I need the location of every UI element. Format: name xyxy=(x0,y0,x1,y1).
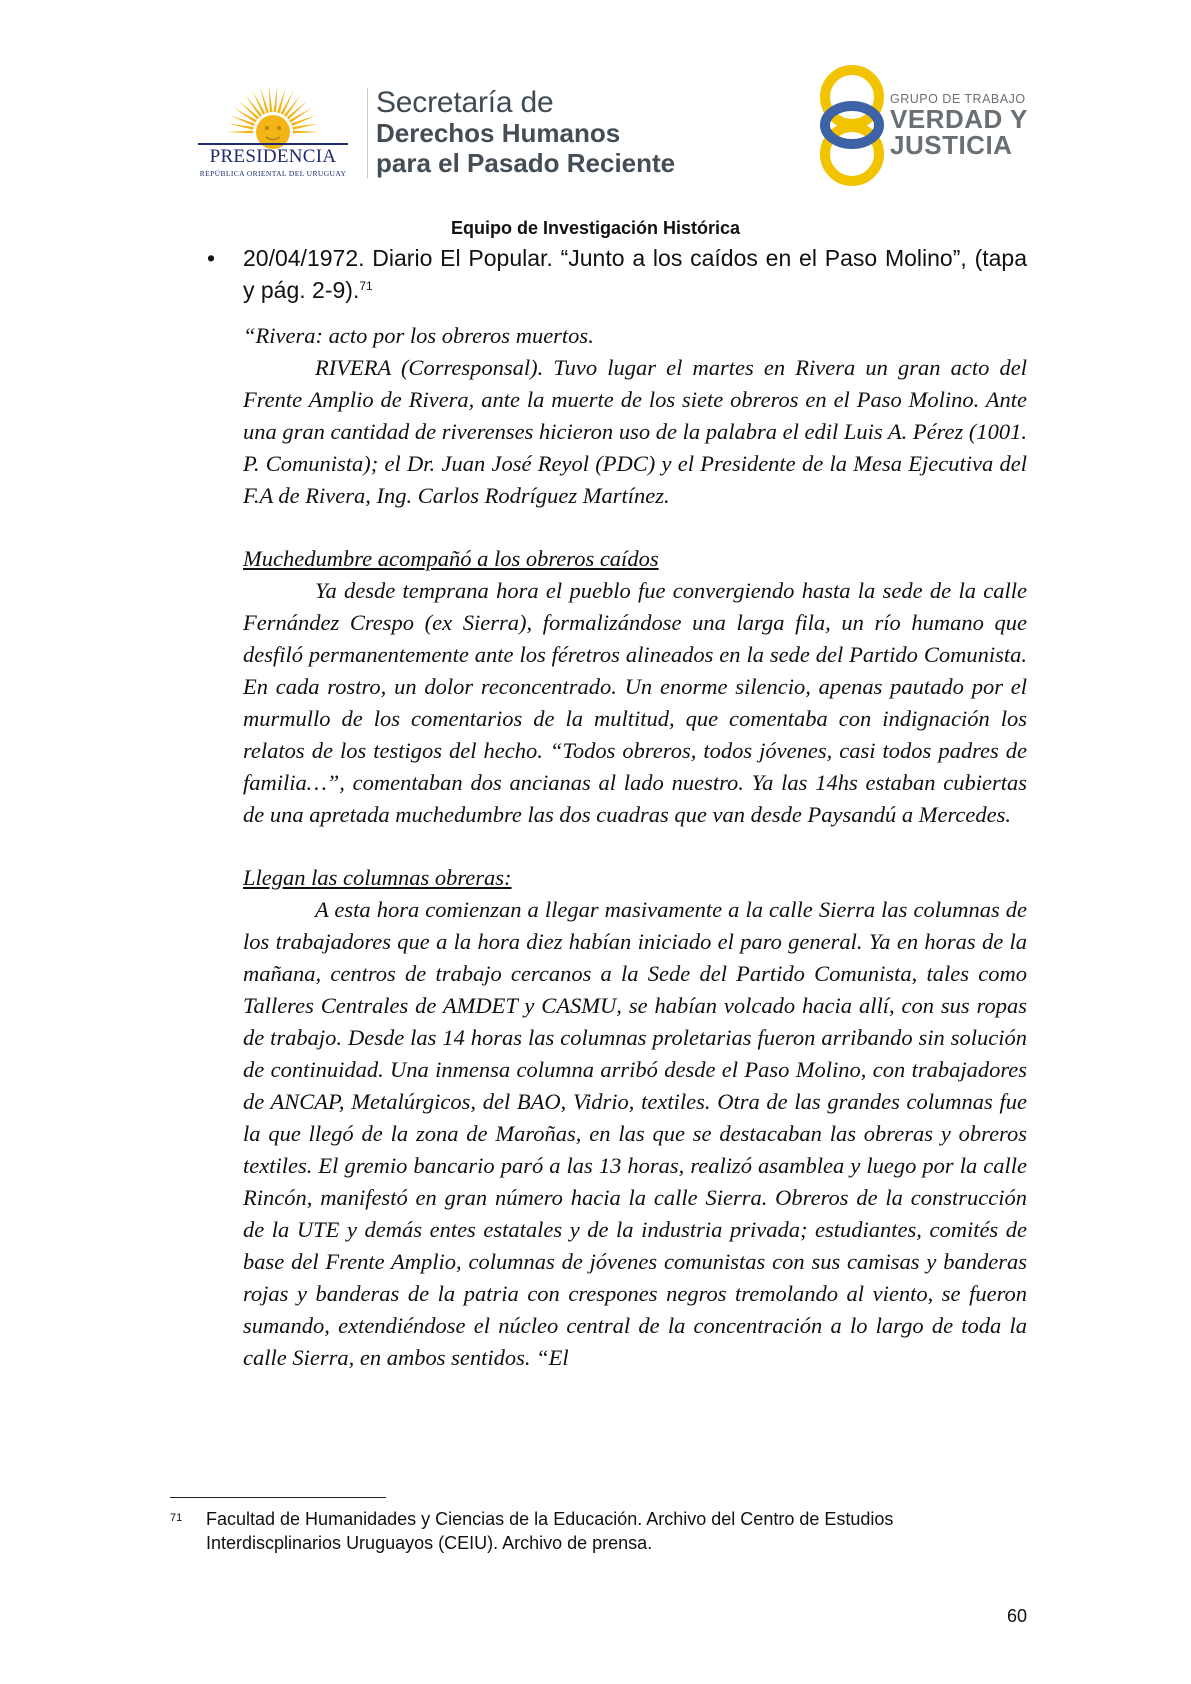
bullet-icon: • xyxy=(207,245,216,271)
sun-ray xyxy=(227,131,253,134)
vyj-line-1: GRUPO DE TRABAJO xyxy=(890,92,1026,106)
sun-ray xyxy=(281,91,294,115)
quote-subheading: Muchedumbre acompañó a los obreros caídos xyxy=(243,546,659,571)
sun-ray xyxy=(252,91,265,115)
header-divider xyxy=(367,88,368,178)
team-heading: Equipo de Investigación Histórica xyxy=(450,218,741,238)
entry-text xyxy=(243,242,1027,306)
footnote-number: 71 xyxy=(170,1512,183,1524)
bullet-entry xyxy=(207,242,1027,306)
presidencia-wordmark: PRESIDENCIA xyxy=(209,146,337,167)
presidencia-logo xyxy=(198,80,350,180)
footnote-line-2: Interdiscplinarios Uruguayos (CEIU). Archivo de prensa. xyxy=(206,1533,653,1553)
sun-ray xyxy=(269,86,273,112)
secretaria-line-2: Derechos Humanos xyxy=(376,118,621,148)
footnote-ref: 71 xyxy=(359,279,373,293)
sun-ray xyxy=(273,86,277,112)
quote-paragraph: RIVERA (Corresponsal). Tuvo lugar el martes en Rivera un gran acto del Frente Amplio de Rivera, ante la muerte de los siete obreros en el Paso Molino. Ante una gran cantidad de riverenses hicieron uso de la palabra el edil Luis A. Pérez (1001. P. Comunista); el Dr. Juan José Reyol (PDC) y el Presidente de la Mesa Ejecutiva del F.A de Rivera, Ing. Carlos Rodríguez Martínez. xyxy=(243,355,1027,508)
vyj-line-3: JUSTICIA xyxy=(890,130,1013,160)
presidencia-subtitle: REPÚBLICA ORIENTAL DEL URUGUAY xyxy=(199,169,347,178)
sun-ray xyxy=(292,124,318,130)
quote-block xyxy=(243,320,1027,1374)
linked-rings-icon xyxy=(812,62,892,192)
secretaria-wordmark xyxy=(376,88,675,178)
entry-citation: 20/04/1972. Diario El Popular. “Junto a los caídos en el Paso Molino”, (tapa y pág. 2-9). xyxy=(243,245,1027,303)
sun-ray xyxy=(228,124,254,130)
quote-title: “Rivera: acto por los obreros muertos. xyxy=(243,323,594,348)
page-number: 60 xyxy=(1006,1606,1027,1626)
verdad-y-justicia-logo xyxy=(812,62,1082,192)
footnote-line-1: Facultad de Humanidades y Ciencias de la Educación. Archivo del Centro de Estudios xyxy=(206,1509,894,1529)
vyj-line-2: VERDAD Y xyxy=(890,104,1028,134)
footnote-separator xyxy=(170,1497,386,1498)
secretaria-line-1: Secretaría de xyxy=(376,86,554,119)
quote-subheading: Llegan las columnas obreras: xyxy=(243,865,512,890)
secretaria-line-3: para el Pasado Reciente xyxy=(376,148,676,178)
sun-icon xyxy=(198,80,348,150)
quote-paragraph: Ya desde temprana hora el pueblo fue convergiendo hasta la sede de la calle Fernández Crespo (ex Sierra), formalizándose una larga fila, un río humano que desfiló permanentemente ante los féretros alineados en la sede del Partido Comunista. En cada rostro, un dolor reconcentrado. Un enorme silencio, apenas pautado por el murmullo de los comentarios de la multitud, que comentaba con indignación los relatos de los testigos del hecho. “Todos obreros, todos jóvenes, casi todos padres de familia…”, comentaban dos ancianas al lado nuestro. Ya las 14hs estaban cubiertas de una apretada muchedumbre las dos cuadras que van desde Paysandú a Mercedes. xyxy=(243,578,1027,827)
sun-ray xyxy=(293,131,319,134)
quote-paragraph: A esta hora comienzan a llegar masivamente a la calle Sierra las columnas de los trabajadores que a la hora diez habían iniciado el paro general. Ya en horas de la mañana, centros de trabajo cercanos a la Sede del Partido Comunista, tales como Talleres Centrales de AMDET y CASMU, se habían volcado hacia allí, con sus ropas de trabajo. Desde las 14 horas las columnas proletarias fueron arribando sin solución de continuidad. Una inmensa columna arribó desde el Paso Molino, con trabajadores de ANCAP, Metalúrgicos, del BAO, Vidrio, textiles. Otra de las grandes columnas fue la que llegó de la zona de Maroñas, en las que se destacaban las obreras y obreros textiles. El gremio bancario paró a las 13 horas, realizó asamblea y luego por la calle Rincón, manifestó en gran número hacia la calle Sierra. Obreros de la construcción de la UTE y demás entes estatales y de la industria privada; estudiantes, comités de base del Frente Amplio, columnas de jóvenes comunistas con sus camisas y banderas rojas y banderas de la patria con crespones negros tremolando al viento, se fueron sumando, extendiéndose el núcleo central de la concentración a lo largo de toda la calle Sierra, en ambos sentidos. “El xyxy=(243,897,1027,1370)
footnote xyxy=(170,1507,1027,1555)
